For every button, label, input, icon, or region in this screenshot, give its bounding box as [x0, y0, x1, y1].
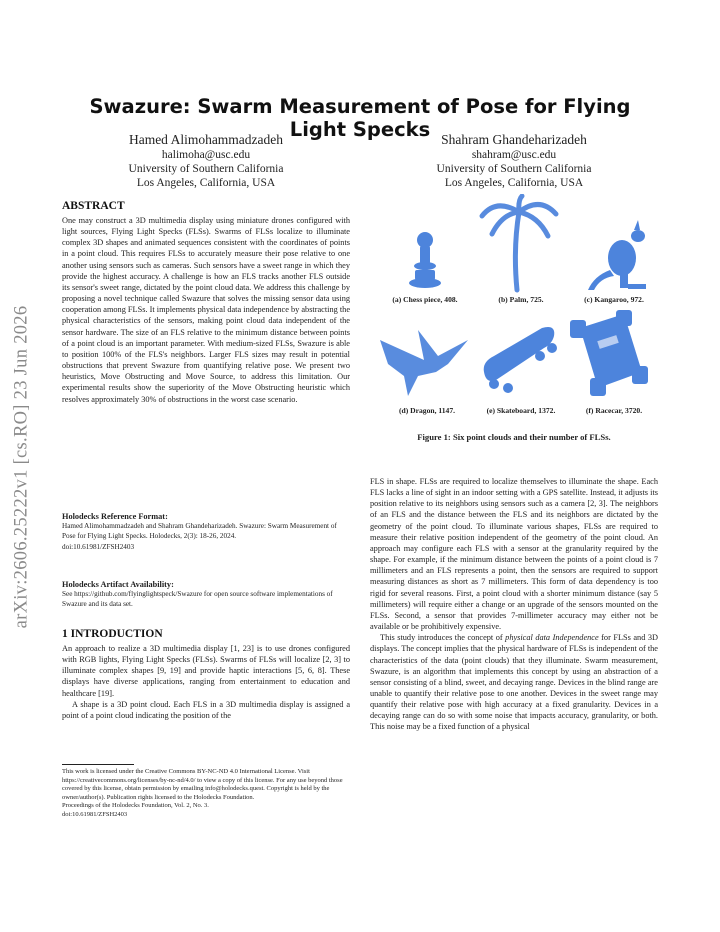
author-location: Los Angeles, California, USA: [444, 177, 584, 189]
introduction-heading: 1 INTRODUCTION: [62, 628, 163, 640]
abstract-heading: ABSTRACT: [62, 200, 125, 212]
artifact-availability: [62, 580, 350, 610]
paper-title: Swazure: Swarm Measurement of Pose for Flying Light Specks: [89, 95, 631, 141]
license-footnote: [62, 768, 350, 820]
artifact-text: See https://github.com/flyinglightspeck/Swazure for open source software implementations of Swazure and its data set.: [62, 590, 333, 609]
author-name: Hamed Alimohammadzadeh: [128, 132, 284, 147]
intro-paragraph: A shape is a 3D point cloud. Each FLS in a 3D multimedia display is assigned a point of a point cloud indicating the position of the: [62, 699, 350, 720]
reference-doi: doi:10.61981/ZFSH2403: [62, 542, 135, 551]
author-email: halimoha@usc.edu: [161, 149, 251, 161]
subfigure-caption: (a) Chess piece, 408.: [392, 295, 458, 304]
reference-format-heading: Holodecks Reference Format:: [62, 512, 168, 521]
author-location: Los Angeles, California, USA: [136, 177, 276, 189]
subfigure-caption: (d) Dragon, 1147.: [398, 406, 456, 415]
chess-piece-point-cloud: [398, 226, 452, 292]
proceedings-text: Proceedings of the Holodecks Foundation, Vol. 2, No. 3.: [62, 802, 209, 810]
body-paragraph: FLS in shape. FLSs are required to localize themselves to illuminate the shape. Each FLS lacks a line of sight in an indoor setting with a GPS satellite. Instead, it adjusts its position relative to its neighbors using sensors such as a camera [2, 3]. The neighbors of an FLS and the distance between the FLS and its neighbors are dictated by the geometry of the point cloud. To illuminate various shapes, FLSs are required to measure their relative position independent of the geometry of the point cloud. An approach may configure each FLS with a sensor at the granularity required by the shape. For example, if the minimum distance between the points of a point cloud is 7 millimeters and an FLS represents a point, then the sensors are required to support measuring distances as short as 7 millimeters. This form of data dependency is too rigid for several reasons. First, a point cloud with a shorter minimum distance (say 5 millimeters) will require either a change or an upgrade of the sensors mounted on the FLSs. Second, a sensor that provides 7-millimeter accuracy may either not be available or be prohibitively expensive.: [370, 477, 658, 632]
subfigure-caption: (b) Palm, 725.: [498, 295, 544, 304]
racecar-point-cloud: [568, 310, 650, 400]
abstract-text: One may construct a 3D multimedia display using miniature drones configured with light sources, Flying Light Specks (FLSs). Swarms of FLSs localize to illuminate complex 3D shapes and animated sequences consistent with the coordinates of points in a point cloud. This requires FLSs to accurately measure their pose relative to one another using sensors such as cameras. Such sensors have a sweet range in which they provide the highest accuracy. A challenge is how an FLS tracks another FLS outside its sensor's sweet range, dictated by the point cloud data. We address this challenge by proposing a novel technique called Swazure that solves the missing sensor data using cooperation among FLSs. It implements physical data independence by abstracting the physical characteristics of the sensors, making point cloud data independent of the sensor hardware. The size of an FLS relative to the minimum distance between points of a point cloud is an important parameter. With medium-sized FLSs, Swazure is able to position 100% of the FLS's neighbors. Larger FLS sizes may result in potential obstructions that prevent Swazure from quantifying relative pose. We present two heuristics, Move Obstructing and Move Source, to address this limitation. Our experimental results show the superiority of the Move Obstructing heuristic which resolves approximately 30% of obstructions in the worst case scenario.: [62, 216, 350, 404]
text-run: This study introduces the concept of: [380, 633, 506, 643]
text-run: for FLSs and 3D displays. The concept implies that the physical hardware of FLSs is independent of the characteristics of the data (point clouds) that they illuminate. Swarm measurement, Swazure, is an algorithm that implements this concept by using an abstraction of a sensor consisting of a blind, sweet, and decaying range. Devices in the blind range are unable to quantify their relative pose to one another. Devices in the sweet range may quantify their relative pose with high accuracy at a fixed granularity. Devices in a decaying range can do so with some noise that impacts accuracy, granularity, or both. This noise may be a fixed function of a physical: [370, 633, 658, 732]
artifact-heading: Holodecks Artifact Availability:: [62, 580, 174, 589]
author-block: [86, 131, 326, 190]
author-email: shahram@usc.edu: [471, 149, 557, 161]
skateboard-point-cloud: [478, 318, 560, 396]
figure-caption: Figure 1: Six point clouds and their number of FLSs.: [417, 432, 611, 442]
abstract-section: [62, 200, 350, 405]
author-affiliation: University of Southern California: [128, 163, 284, 175]
author-affiliation: University of Southern California: [436, 163, 592, 175]
body-paragraph: [370, 632, 658, 732]
introduction-section: [62, 628, 350, 721]
license-text: This work is licensed under the Creative Commons BY-NC-ND 4.0 International License. Visit https://creativecommons.org/licenses/by-nc-nd/4.0/ to view a copy of this license. For any use beyond those covered by this license, obtain permission by emailing info@holodecks.quest. Copyright is held by the owner/author(s). Publication rights licensed to the Holodecks Foundation.: [62, 768, 343, 801]
subfigure-caption: (f) Racecar, 3720.: [585, 406, 643, 415]
intro-paragraph: An approach to realize a 3D multimedia display [1, 23] is to use drones configured with RGB lights, Flying Light Specks (FLSs). Swarms of FLSs will localize [2, 3] to illuminate complex shapes [9, 19] and provide haptic interactions [5, 6, 8]. These displays have diverse applications, ranging from entertainment to education and healthcare [19].: [62, 644, 350, 698]
right-column-text: [370, 476, 658, 733]
subfigure-caption: (c) Kangaroo, 972.: [584, 295, 644, 304]
author-block: [394, 131, 634, 190]
palm-point-cloud: [478, 194, 560, 294]
subfigure-caption: (e) Skateboard, 1372.: [486, 406, 556, 415]
reference-format: [62, 512, 350, 552]
arxiv-stamp: arXiv:2606.25222v1 [cs.RO] 23 Jun 2026: [11, 305, 32, 629]
dragon-point-cloud: [378, 320, 474, 400]
footnote-doi: doi:10.61981/ZFSH2403: [62, 810, 128, 818]
reference-format-text: Hamed Alimohammadzadeh and Shahram Ghandeharizadeh. Swazure: Swarm Measurement of Pose for Flying Light Specks. Holodecks, 2(3): 18-26, 2024.: [62, 522, 337, 541]
emphasis-text: physical data Independence: [505, 633, 599, 643]
author-name: Shahram Ghandeharizadeh: [441, 132, 587, 147]
kangaroo-point-cloud: [586, 220, 658, 292]
footnote-rule: [62, 764, 134, 765]
